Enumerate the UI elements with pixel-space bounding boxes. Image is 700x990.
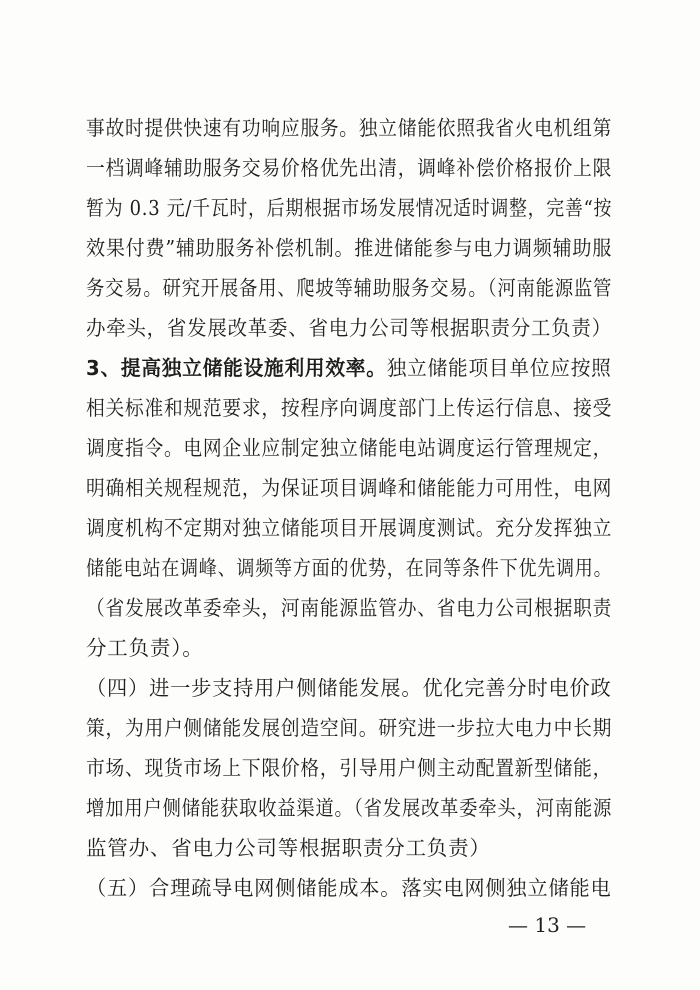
text-line-4: 效果付费”辅助服务补偿机制。推进储能参与电力调频辅助服 — [86, 236, 613, 260]
text-line-3: 暂为 0.3 元/千瓦时，后期根据市场发展情况适时调整，完善“按 — [86, 196, 613, 220]
text-line-12: 储能电站在调峰、调频等方面的优势，在同等条件下优先调用。 — [86, 556, 613, 580]
section-heading-line — [86, 354, 612, 382]
section-heading: 3、提高独立储能设施利用效率。 — [86, 356, 387, 380]
text-line-9: 调度指令。电网企业应制定独立储能电站调度运行管理规定， — [86, 436, 613, 460]
text-line-1: 事故时提供快速有功响应服务。独立储能依照我省火电机组第 — [86, 116, 613, 140]
text-line-19: 监管办、省电力公司等根据职责分工负责） — [86, 836, 491, 860]
text-line-16: 策，为用户侧储能发展创造空间。研究进一步拉大电力中长期 — [86, 716, 613, 740]
heading-continuation: 独立储能项目单位应按照 — [386, 356, 612, 380]
text-line-6: 办牵头，省发展改革委、省电力公司等根据职责分工负责） — [86, 316, 612, 340]
text-line-8: 相关标准和规范要求，按程序向调度部门上传运行信息、接受 — [86, 396, 613, 420]
text-line-17: 市场、现货市场上下限价格，引导用户侧主动配置新型储能， — [86, 756, 613, 780]
text-line-10: 明确相关规程规范，为保证项目调峰和储能能力可用性，电网 — [86, 476, 613, 500]
text-line-5: 务交易。研究开展备用、爬坡等辅助服务交易。（河南能源监管 — [86, 276, 613, 300]
text-line-2: 一档调峰辅助服务交易价格优先出清，调峰补偿价格报价上限 — [86, 156, 613, 180]
text-line-20: （五）合理疏导电网侧储能成本。落实电网侧独立储能电 — [86, 876, 612, 900]
page-number: — 13 — — [508, 913, 587, 937]
text-line-14: 分工负责）。 — [86, 636, 204, 660]
text-line-11: 调度机构不定期对独立储能项目开展调度测试。充分发挥独立 — [86, 516, 613, 540]
text-line-18: 增加用户侧储能获取收益渠道。（省发展改革委牵头，河南能源 — [86, 796, 613, 820]
text-line-15: （四）进一步支持用户侧储能发展。优化完善分时电价政 — [86, 676, 612, 700]
text-line-13: （省发展改革委牵头，河南能源监管办、省电力公司根据职责 — [86, 596, 613, 620]
